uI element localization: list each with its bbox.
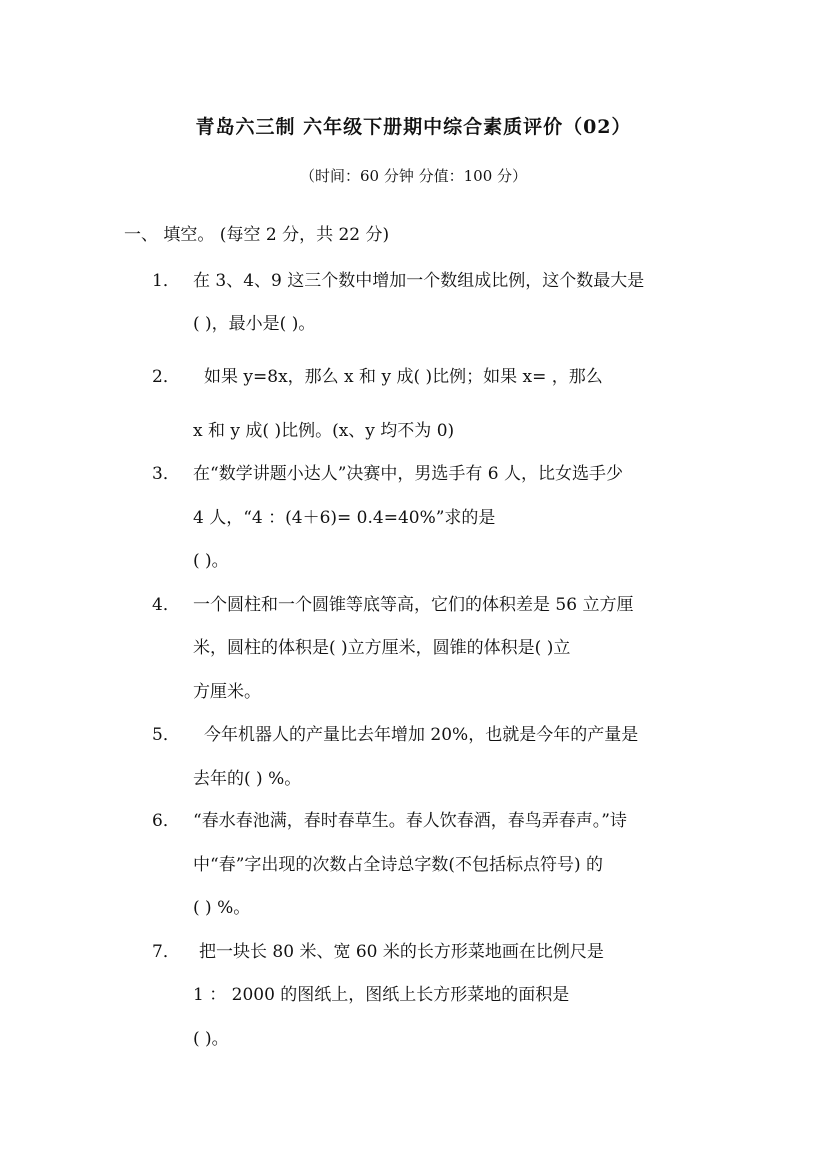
question-line: 去年的( ) %。 bbox=[193, 769, 302, 789]
question-line: 把一块长 80 米、宽 60 米的长方形菜地画在比例尺是 bbox=[199, 942, 604, 962]
question-number: 7． bbox=[152, 942, 180, 962]
answer-blank: ( )。 bbox=[193, 1029, 229, 1049]
section-heading: 一、 填空。 (每空 2 分，共 22 分) bbox=[124, 225, 390, 245]
question-line: 方厘米。 bbox=[193, 682, 261, 702]
question-line: 今年机器人的产量比去年增加 20%，也就是今年的产量是 bbox=[204, 725, 639, 745]
question-number: 1． bbox=[152, 271, 180, 291]
question-number: 4． bbox=[152, 595, 180, 615]
question-number: 5． bbox=[152, 725, 180, 745]
answer-blank: ( )。 bbox=[193, 551, 229, 571]
question-line: 如果 y=8x，那么 x 和 y 成( )比例；如果 x= ，那么 bbox=[204, 367, 603, 387]
question-number: 3． bbox=[152, 464, 180, 484]
exam-info: （时间：60 分钟 分值：100 分） bbox=[299, 167, 528, 185]
question-line: 米，圆柱的体积是( )立方厘米，圆锥的体积是( )立 bbox=[193, 638, 571, 658]
question-line: ( ) %。 bbox=[193, 898, 251, 918]
question-line: “春水春池满，春时春草生。春人饮春酒，春鸟弄春声。”诗 bbox=[193, 811, 627, 831]
page-title: 青岛六三制 六年级下册期中综合素质评价（02） bbox=[195, 116, 632, 138]
question-line: ( )，最小是( )。 bbox=[193, 314, 316, 334]
question-line: 4 人，“4 ：(4＋6)= 0.4=40%”求的是 bbox=[193, 508, 496, 528]
question-line: 在 3、4、9 这三个数中增加一个数组成比例，这个数最大是 bbox=[193, 271, 645, 291]
question-number: 6． bbox=[152, 811, 180, 831]
question-line: 一个圆柱和一个圆锥等底等高，它们的体积差是 56 立方厘 bbox=[193, 595, 634, 615]
question-line: 1 ： 2000 的图纸上，图纸上长方形菜地的面积是 bbox=[193, 985, 570, 1005]
question-line: 在“数学讲题小达人”决赛中，男选手有 6 人，比女选手少 bbox=[193, 464, 624, 484]
question-line: x 和 y 成( )比例。(x、y 均不为 0) bbox=[193, 421, 455, 441]
question-line: 中“春”字出现的次数占全诗总字数(不包括标点符号) 的 bbox=[193, 855, 604, 875]
question-number: 2． bbox=[152, 367, 180, 387]
